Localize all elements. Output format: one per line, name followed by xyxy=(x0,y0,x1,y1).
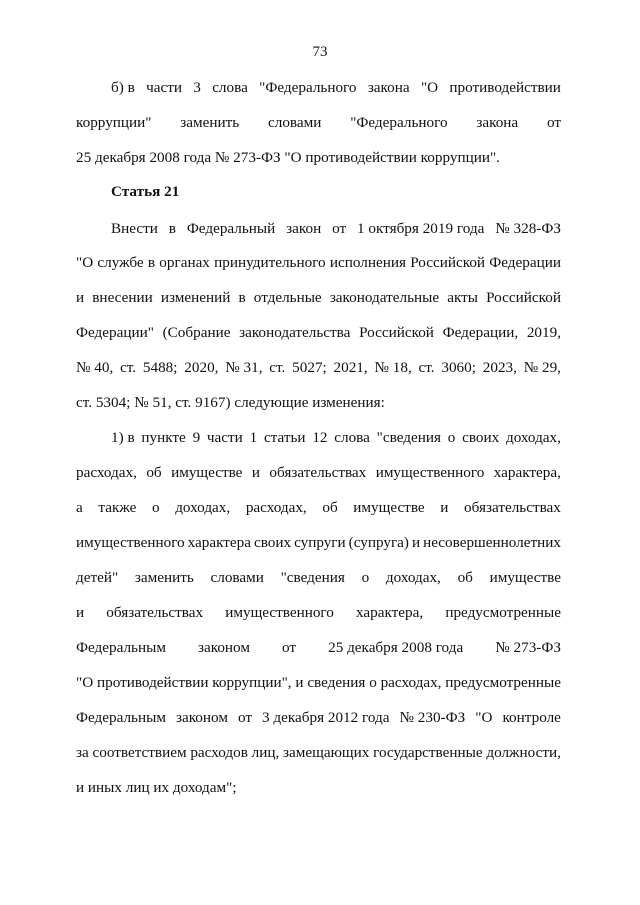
text-fragment: противодействии xyxy=(96,674,209,691)
text-fragment: 1 октября 2019 года xyxy=(357,220,485,237)
text-fragment: 5027; xyxy=(292,359,327,376)
text-fragment: № 29, xyxy=(523,359,561,376)
text-fragment: имуществе xyxy=(353,499,425,516)
text-fragment: и xyxy=(76,604,85,621)
text-fragment: 3 декабря 2012 года xyxy=(262,709,390,726)
text-fragment: слова xyxy=(212,79,248,96)
text-fragment: закона xyxy=(476,114,519,131)
text-fragment: акты xyxy=(447,289,478,306)
text-fragment: "сведения xyxy=(280,569,345,586)
text-fragment: расходах, xyxy=(380,674,442,691)
text-fragment: 1 xyxy=(249,429,258,446)
text-fragment: характера, xyxy=(493,464,561,481)
text-fragment: контроле xyxy=(502,709,561,726)
text-fragment: словами xyxy=(210,569,264,586)
text-fragment: Федерации" xyxy=(76,324,154,341)
text-fragment: и xyxy=(440,499,449,516)
paragraph-b-line-3: 25 декабря 2008 года № 273-ФЗ "О противодействии коррупции". xyxy=(76,149,500,166)
text-fragment: законодательные xyxy=(329,289,440,306)
text-fragment: своих xyxy=(253,534,292,551)
text-fragment: расходах, xyxy=(245,499,307,516)
text-fragment: обязательствах xyxy=(106,604,204,621)
article-heading: Статья 21 xyxy=(111,183,180,200)
text-fragment: 3060; xyxy=(441,359,476,376)
item-1-line-7 xyxy=(76,638,561,658)
text-fragment: 9 xyxy=(192,429,201,446)
text-fragment: органах xyxy=(159,254,210,271)
text-fragment: 1) в xyxy=(111,429,135,446)
text-fragment: о xyxy=(361,569,370,586)
text-fragment: имуществе xyxy=(489,569,561,586)
text-fragment: имущественного xyxy=(375,464,485,481)
text-fragment: № 328-ФЗ xyxy=(495,220,561,237)
text-fragment: должности, xyxy=(486,744,561,761)
text-fragment: "сведения xyxy=(376,429,441,446)
text-fragment: слова xyxy=(334,429,370,446)
text-fragment: в xyxy=(168,220,176,237)
text-fragment: о xyxy=(447,429,456,446)
text-fragment: 2019, xyxy=(526,324,561,341)
text-fragment: 2021, xyxy=(333,359,368,376)
text-fragment: заменить xyxy=(180,114,240,131)
text-fragment: "О xyxy=(76,254,94,271)
item-1-line-4 xyxy=(76,533,561,553)
text-fragment: в xyxy=(238,289,246,306)
text-fragment: от xyxy=(237,709,252,726)
text-fragment: "Федерального xyxy=(259,79,357,96)
item-1-line-2 xyxy=(76,463,561,483)
text-fragment: ст. xyxy=(269,359,286,376)
text-fragment: доходах, xyxy=(385,569,441,586)
item-1-line-8 xyxy=(76,673,561,693)
text-fragment: Российской xyxy=(486,289,561,306)
text-fragment: несовершеннолетних xyxy=(423,534,561,551)
text-fragment: супруги xyxy=(294,534,346,551)
text-fragment: имущественного xyxy=(76,534,185,551)
text-fragment: предусмотренные xyxy=(445,674,561,691)
text-fragment: от xyxy=(546,114,561,131)
text-fragment: в xyxy=(147,254,156,271)
text-fragment: ст. xyxy=(418,359,435,376)
text-fragment: заменить xyxy=(134,569,194,586)
text-fragment: а xyxy=(76,499,83,516)
text-fragment: соответствием xyxy=(92,744,187,761)
text-fragment: и xyxy=(251,464,260,481)
text-fragment: доходах, xyxy=(505,429,561,446)
text-fragment: внесении xyxy=(92,289,153,306)
text-fragment: № 273-ФЗ xyxy=(495,639,561,656)
text-fragment: об xyxy=(322,499,338,516)
text-fragment: своих xyxy=(462,429,500,446)
text-fragment: также xyxy=(98,499,137,516)
text-fragment: Федерации xyxy=(489,254,561,271)
text-fragment: части xyxy=(146,79,182,96)
text-fragment: 5488; xyxy=(142,359,178,376)
text-fragment: закона xyxy=(367,79,410,96)
text-fragment: словами xyxy=(268,114,322,131)
item-1-line-9 xyxy=(76,708,561,728)
article-line-6: ст. 5304; № 51, ст. 9167) следующие изменения: xyxy=(76,394,385,411)
text-fragment: б) в xyxy=(111,79,135,96)
text-fragment: (супруга) xyxy=(348,534,409,551)
text-fragment: 2023, xyxy=(482,359,517,376)
text-fragment: о xyxy=(151,499,160,516)
text-fragment: и xyxy=(76,289,85,306)
article-line-2 xyxy=(76,253,561,273)
text-fragment: закон xyxy=(286,220,322,237)
text-fragment: "О xyxy=(420,79,439,96)
text-fragment: "Федерального xyxy=(350,114,448,131)
article-line-1 xyxy=(111,219,561,239)
text-fragment: службе xyxy=(97,254,144,271)
text-fragment: № 31, xyxy=(225,359,263,376)
text-fragment: Федеральным xyxy=(76,709,166,726)
text-fragment: "О xyxy=(475,709,493,726)
item-1-line-1 xyxy=(111,428,561,448)
text-fragment: (Собрание xyxy=(162,324,231,341)
text-fragment: характера, xyxy=(356,604,424,621)
text-fragment: расходах, xyxy=(76,464,137,481)
text-fragment: части xyxy=(206,429,243,446)
text-fragment: 2020, xyxy=(184,359,219,376)
text-fragment: Федеральным xyxy=(76,639,166,656)
text-fragment: противодействии xyxy=(449,79,561,96)
text-fragment: Внести xyxy=(111,220,158,237)
article-line-5 xyxy=(76,358,561,378)
item-1-line-3 xyxy=(76,498,561,518)
text-fragment: о xyxy=(369,674,377,691)
text-fragment: имуществе xyxy=(171,464,243,481)
item-1-line-10 xyxy=(76,743,561,763)
text-fragment: № 230-ФЗ xyxy=(399,709,466,726)
paragraph-b-line-2 xyxy=(76,113,561,133)
text-fragment: отдельные xyxy=(253,289,322,306)
text-fragment: от xyxy=(332,220,347,237)
article-line-3 xyxy=(76,288,561,308)
text-fragment: Федеральный xyxy=(186,220,276,237)
text-fragment: коррупции", xyxy=(212,674,292,691)
text-fragment: пункте xyxy=(141,429,186,446)
text-fragment: № 40, xyxy=(76,359,114,376)
text-fragment: Российской xyxy=(359,324,434,341)
page-number: 73 xyxy=(312,44,328,60)
text-fragment: законодательства xyxy=(239,324,351,341)
text-fragment: № 18, xyxy=(374,359,412,376)
text-fragment: государственные xyxy=(373,744,483,761)
text-fragment: обязательствах xyxy=(464,499,561,516)
text-fragment: Федерации, xyxy=(442,324,519,341)
text-fragment: предусмотренные xyxy=(445,604,561,621)
item-1-line-6 xyxy=(76,603,561,623)
text-fragment: законом xyxy=(197,639,250,656)
text-fragment: характера xyxy=(187,534,251,551)
text-fragment: обязательствах xyxy=(269,464,367,481)
text-fragment: имущественного xyxy=(225,604,334,621)
text-fragment: принудительного xyxy=(214,254,326,271)
text-fragment: об xyxy=(457,569,473,586)
item-1-line-5 xyxy=(76,568,561,588)
item-1-line-11: и иных лиц их доходам"; xyxy=(76,779,237,796)
text-fragment: статьи xyxy=(263,429,306,446)
text-fragment: исполнения xyxy=(329,254,406,271)
text-fragment: Российской xyxy=(410,254,486,271)
text-fragment: "О xyxy=(76,674,94,691)
text-fragment: ст. xyxy=(120,359,137,376)
text-fragment: изменений xyxy=(160,289,231,306)
text-fragment: и xyxy=(411,534,421,551)
text-fragment: детей" xyxy=(76,569,119,586)
text-fragment: от xyxy=(282,639,297,656)
text-fragment: об xyxy=(146,464,162,481)
text-fragment: законом xyxy=(175,709,228,726)
text-fragment: сведения xyxy=(307,674,366,691)
text-fragment: за xyxy=(76,744,89,761)
text-fragment: и xyxy=(295,674,304,691)
paragraph-b-line-1 xyxy=(111,78,561,98)
text-fragment: расходов xyxy=(190,744,248,761)
text-fragment: замещающих xyxy=(283,744,370,761)
text-fragment: 12 xyxy=(312,429,328,446)
article-line-4 xyxy=(76,323,561,343)
text-fragment: коррупции" xyxy=(76,114,152,131)
text-fragment: лиц, xyxy=(251,744,280,761)
text-fragment: доходах, xyxy=(175,499,231,516)
text-fragment: 3 xyxy=(193,79,201,96)
text-fragment: 25 декабря 2008 года xyxy=(328,639,464,656)
